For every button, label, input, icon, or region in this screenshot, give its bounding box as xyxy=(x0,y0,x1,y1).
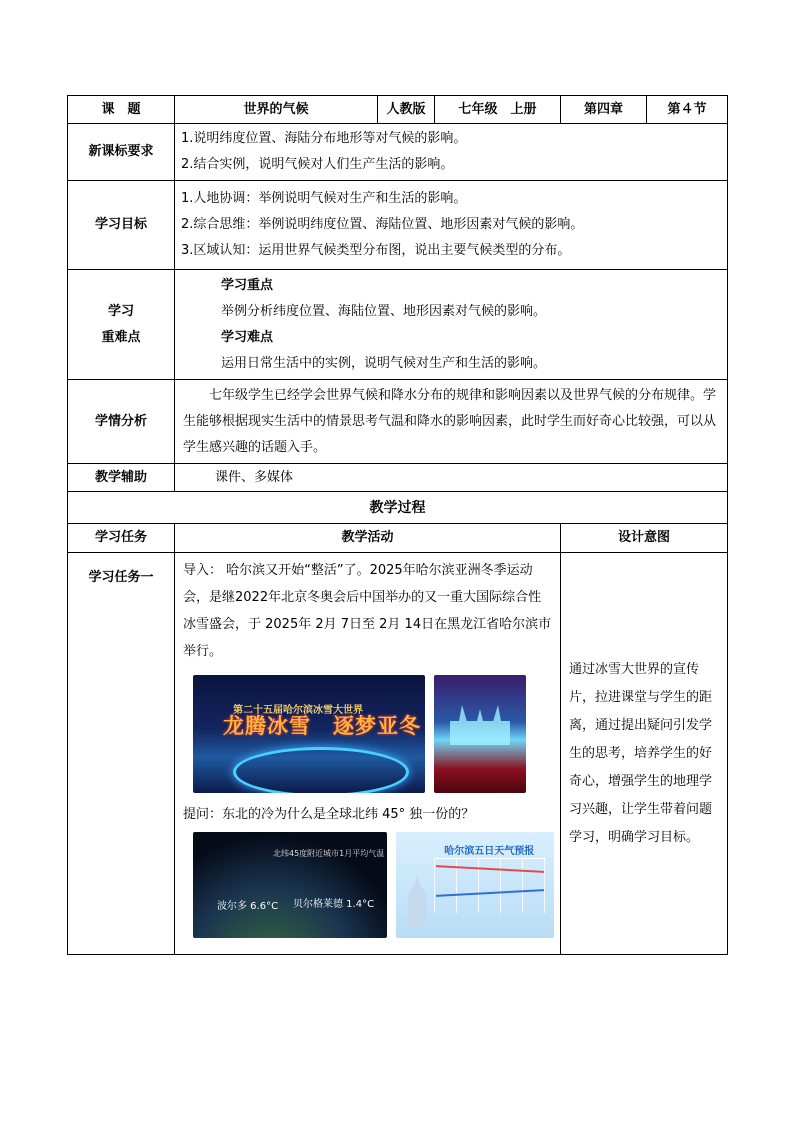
analysis-label: 学情分析 xyxy=(68,380,175,464)
focus-text: 举例分析纬度位置、海陆位置、地形因素对气候的影响。 xyxy=(221,303,547,319)
publisher: 人教版 xyxy=(378,96,435,124)
aids-text: 课件、多媒体 xyxy=(175,464,728,492)
focus-title: 学习重点 xyxy=(221,277,274,293)
curriculum-label: 新课标要求 xyxy=(68,124,175,181)
section: 第４节 xyxy=(647,96,728,124)
goal-item: 1.人地协调：举例说明气候对生产和生活的影响。 xyxy=(181,191,467,206)
task1-name: 学习任务一 xyxy=(68,553,175,955)
topic-value: 世界的气候 xyxy=(175,96,378,124)
keypoints-label-line2: 重难点 xyxy=(101,329,141,345)
difficulty-text: 运用日常生活中的实例，说明气候对生产和生活的影响。 xyxy=(221,355,547,371)
poster-slogan: 龙腾冰雪 逐梦亚冬 xyxy=(223,714,421,738)
curriculum-item: 1.说明纬度位置、海陆分布地形等对气候的影响。 xyxy=(181,131,467,146)
task1-activity xyxy=(175,553,561,955)
curriculum-content xyxy=(175,124,728,181)
col-activity-header: 教学活动 xyxy=(175,524,561,553)
ice-festival-poster-image xyxy=(193,675,425,793)
goal-item: 2.综合思维：举例说明纬度位置、海陆位置、地形因素对气候的影响。 xyxy=(181,217,584,232)
goals-content xyxy=(175,181,728,270)
latitude-45-temperature-map xyxy=(193,832,387,938)
forecast-title: 哈尔滨五日天气预报 xyxy=(444,846,535,857)
col-task-header: 学习任务 xyxy=(68,524,175,553)
poster-title: 第二十五届哈尔滨冰雪大世界 xyxy=(233,705,363,716)
process-title: 教学过程 xyxy=(68,492,728,524)
col-intent-header: 设计意图 xyxy=(561,524,728,553)
map-caption: 北纬45度附近城市1月平均气温 xyxy=(273,849,385,858)
keypoints-label xyxy=(68,270,175,380)
ice-ring-graphic xyxy=(233,747,409,793)
curriculum-item: 2.结合实例，说明气候对人们生产生活的影响。 xyxy=(181,157,454,172)
topic-label: 课 题 xyxy=(68,96,175,124)
cathedral-silhouette xyxy=(402,876,432,926)
lesson-plan-table xyxy=(67,95,728,955)
ice-castle-shape xyxy=(450,705,510,745)
image-row-1 xyxy=(193,675,554,793)
task1-intent: 通过冰雪大世界的宣传片，拉进课堂与学生的距离，通过提出疑问引发学生的思考，培养学生的好奇心，增强学生的地理学习兴趣，让学生带着问题学习，明确学习目标。 xyxy=(561,553,728,955)
aids-label: 教学辅助 xyxy=(68,464,175,492)
harbin-forecast-image xyxy=(396,832,554,938)
task1-question: 提问：东北的冷为什么是全球北纬 45° 独一份的？ xyxy=(183,807,475,822)
task1-intro: 导入： 哈尔滨又开始“整活”了。2025年哈尔滨亚洲冬季运动会，是继2022年北京冬奥会后中国举办的又一重大国际综合性冰雪盛会，于 2025年 2月 7日至 2月 14日在黑龙江省哈尔滨市举行。 xyxy=(183,563,552,659)
keypoints-content xyxy=(175,270,728,380)
grade: 七年级 上册 xyxy=(435,96,561,124)
map-city-bordeaux: 波尔多 6.6°C xyxy=(217,901,279,912)
analysis-text: 七年级学生已经学会世界气候和降水分布的规律和影响因素以及世界气候的分布规律。学生能够根据现实生活中的情景思考气温和降水的影响因素，此时学生而好奇心比较强，可以从学生感兴趣的话题入手。 xyxy=(175,380,728,464)
ice-castle-photo xyxy=(434,675,526,793)
keypoints-label-line1: 学习 xyxy=(107,303,134,319)
image-row-2 xyxy=(193,832,554,938)
difficulty-title: 学习难点 xyxy=(221,329,274,345)
map-city-belgrade: 贝尔格莱德 1.4°C xyxy=(293,899,375,910)
goals-label: 学习目标 xyxy=(68,181,175,270)
chapter: 第四章 xyxy=(561,96,647,124)
goal-item: 3.区域认知：运用世界气候类型分布图，说出主要气候类型的分布。 xyxy=(181,243,571,258)
